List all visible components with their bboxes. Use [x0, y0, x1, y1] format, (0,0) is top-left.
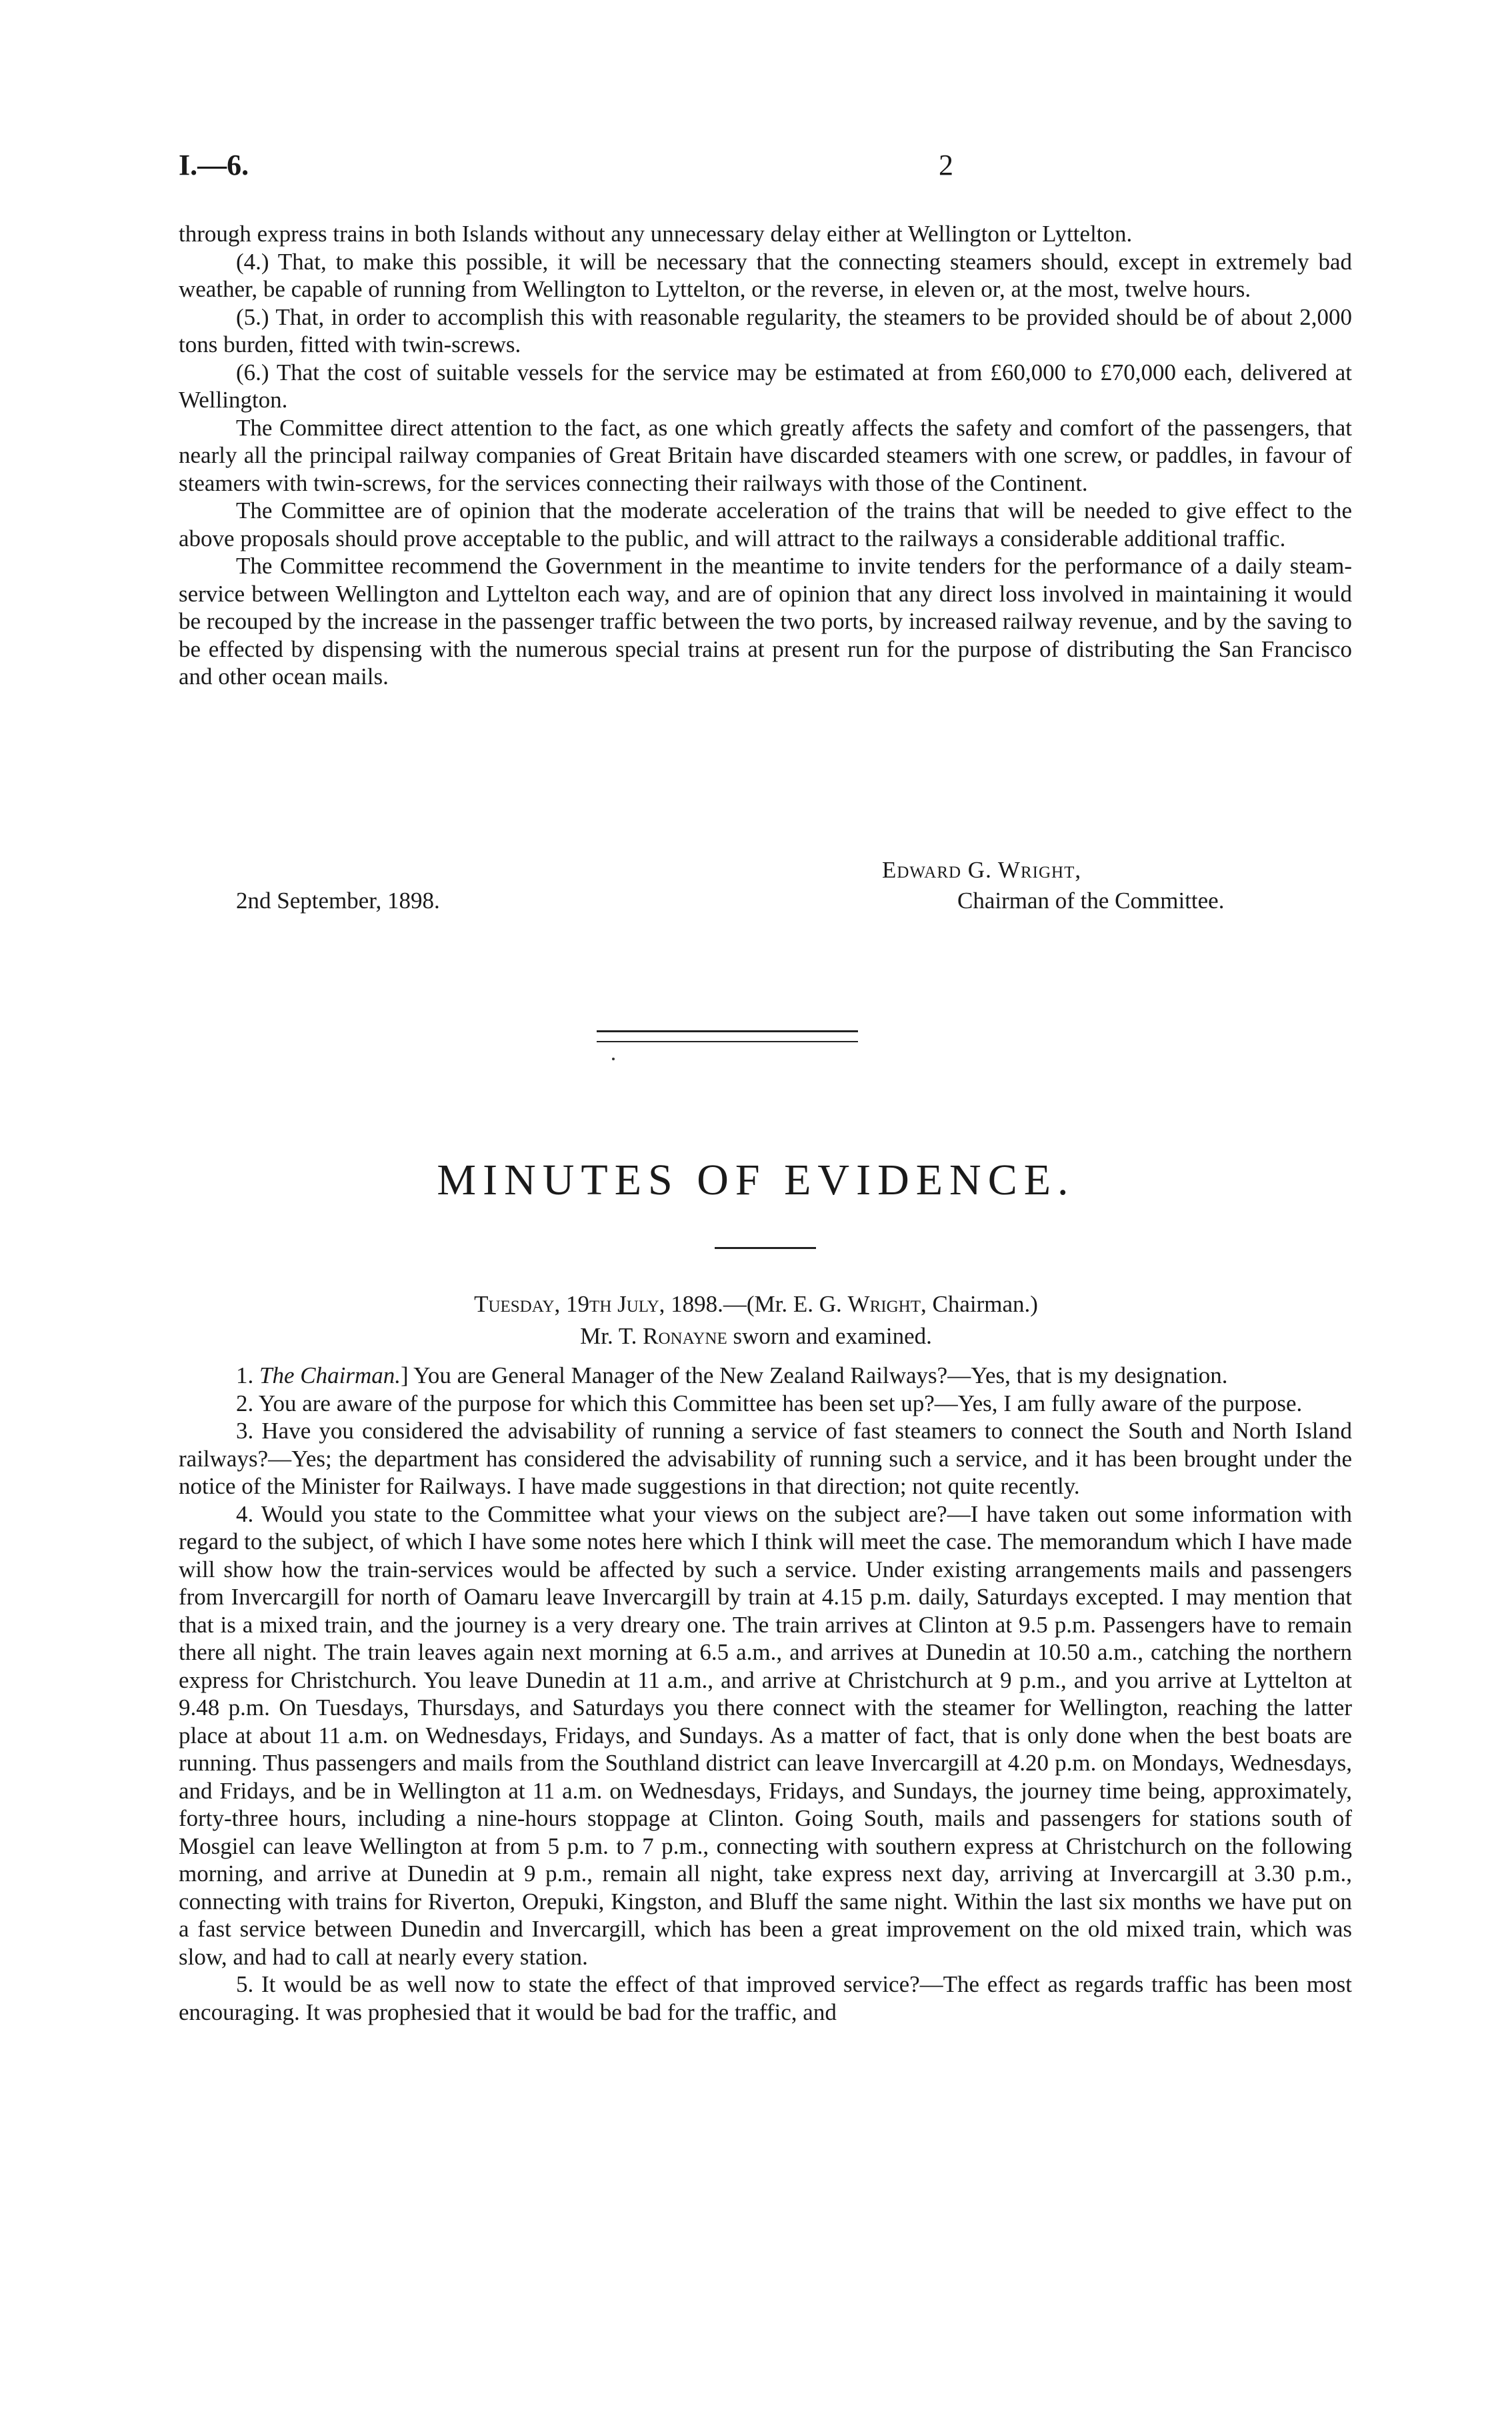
signature-role: Chairman of the Committee.: [957, 888, 1225, 914]
speaker-label: The Chairman.: [259, 1362, 401, 1388]
section-divider: [597, 1030, 858, 1032]
session-chair-name: Wright: [847, 1291, 921, 1317]
question-2: 2. You are aware of the purpose for which this Committee has been set up?—Yes, I am fully aware of the purpose.: [236, 1390, 1303, 1416]
report-date: 2nd September, 1898.: [236, 888, 440, 914]
question-4: 4. Would you state to the Committee what your views on the subject are?—I have taken out some information with regard to the subject, of which I have some notes here which I think will meet the case. The memorandum which I have made will show how the train-services would be affected by such a service. Under existing arrangements mails and passengers from Invercargill for north of Oamaru leave Invercargill by train at 4.15 p.m. daily, Saturdays excepted. I may mention that that is a mixed train, and the journey is a very dreary one. The train arrives at Clinton at 9.5 p.m. Passengers have to remain there all night. The train leaves again next morning at 6.5 a.m., and arrives at Dunedin at 10.50 a.m., catching the northern express for Christchurch. You leave Dunedin at 11 a.m., and arrive at Christchurch at 9 p.m., and you arrive at Lyttelton at 9.48 p.m. On Tuesdays, Thursdays, and Saturdays you there connect with the steamer for Wellington, reaching the latter place at about 11 a.m. on Wednesdays, Fridays, and Sundays. As a matter of fact, that is only done when the best boats are running. Thus passengers and mails from the Southland district can leave Invercargill at 4.20 p.m. on Mondays, Wednesdays, and Fridays, and be in Wellington at 11 a.m. on Wednesdays, Fridays, and Sundays, the journey time being, approximately, forty-three hours, including a nine-hours stoppage at Clinton. Going South, mails and passengers for stations south of Mosgiel can leave Wellington at from 5 p.m. to 7 p.m., connecting with southern express at Christchurch on the following morning, and arrive at Dunedin at 9 p.m., remain all night, take express next day, arriving at Invercargill at 3.30 p.m., connecting with trains for Riverton, Orepuki, Kingston, and Bluff the same night. Within the last six months we have put on a fast service between Dunedin and Invercargill, which has been a great improvement on the old mixed train, which was slow, and had to call at nearly every station.: [179, 1500, 1352, 1970]
document-reference: I.—6.: [179, 149, 249, 181]
report-paragraph: The Committee recommend the Government in the meantime to invite tenders for the performance of a daily steam-service between Wellington and Lyttelton each way, and are of opinion that any direct loss involved in maintaining it would be recouped by the increase in the passenger traffic between the two ports, by increased railway revenue, and by the saving to be effected by dispensing with the numerous special trains at present run for the purpose of distributing the San Francisco and other ocean mails.: [179, 553, 1352, 690]
title-underline: [715, 1247, 816, 1249]
session-chair-pre: —(Mr. E. G.: [723, 1291, 848, 1317]
session-heading: [0, 1288, 1512, 1352]
divider-dot: [612, 1058, 615, 1060]
minutes-title: MINUTES OF EVIDENCE.: [437, 1156, 1075, 1204]
section-divider: [597, 1041, 858, 1042]
committee-report: [179, 220, 1352, 691]
question-3: 3. Have you considered the advisability of running a service of fast steamers to connect the South and North Island railways?—Yes; the department has considered the advisability of running such a service, and it has been brought under the notice of the Minister for Railways. I have made suggestions in that direction; not quite recently.: [179, 1418, 1352, 1499]
report-paragraph: The Committee are of opinion that the moderate acceleration of the trains that will be needed to give effect to the above proposals should prove acceptable to the public, and will attract to the railways a considerable additional traffic.: [179, 497, 1352, 551]
page-header: [179, 148, 1352, 195]
report-paragraph: (5.) That, in order to accomplish this with reasonable regularity, the steamers to be provided should be of about 2,000 tons burden, fitted with twin-screws.: [179, 303, 1352, 357]
witness-name: Ronayne: [643, 1323, 727, 1349]
question-1-text: ] You are General Manager of the New Zealand Railways?—Yes, that is my designation.: [400, 1362, 1228, 1388]
question-5: 5. It would be as well now to state the effect of that improved service?—The effect as regards traffic has been most encouraging. It was prophesied that it would be bad for the traffic, and: [179, 1971, 1352, 2025]
session-date-line: [0, 1288, 1512, 1320]
report-paragraph: The Committee direct attention to the fact, as one which greatly affects the safety and comfort of the passengers, that nearly all the principal railway companies of Great Britain have discarded steamers with one screw, or paddles, in favour of steamers with twin-screws, for the services connecting their railways with those of the Continent.: [179, 414, 1352, 496]
session-chair-post: , Chairman.): [920, 1291, 1038, 1317]
evidence-body: [179, 1362, 1352, 2026]
witness-line: [0, 1320, 1512, 1352]
report-paragraph: (6.) That the cost of suitable vessels for the service may be estimated at from £60,000 to £70,000 each, delivered at Wellington.: [179, 359, 1352, 413]
question-1: 1. The Chairman.] You are General Manager of the New Zealand Railways?—Yes, that is my designation.: [236, 1362, 1228, 1388]
session-day: Tuesday, 19th July, 1898.: [474, 1291, 723, 1317]
witness-post: sworn and examined.: [727, 1323, 932, 1349]
signature-name: Edward G. Wright,: [882, 857, 1082, 883]
signature-block: [179, 855, 1352, 922]
witness-pre: Mr. T.: [580, 1323, 643, 1349]
page-number: 2: [939, 149, 953, 181]
report-paragraph: through express trains in both Islands without any unnecessary delay either at Wellington or Lyttelton.: [179, 221, 1133, 247]
report-paragraph: (4.) That, to make this possible, it will be necessary that the connecting steamers should, except in extremely bad weather, be capable of running from Wellington to Lyttelton, or the reverse, in eleven or, at the most, twelve hours.: [179, 248, 1352, 302]
